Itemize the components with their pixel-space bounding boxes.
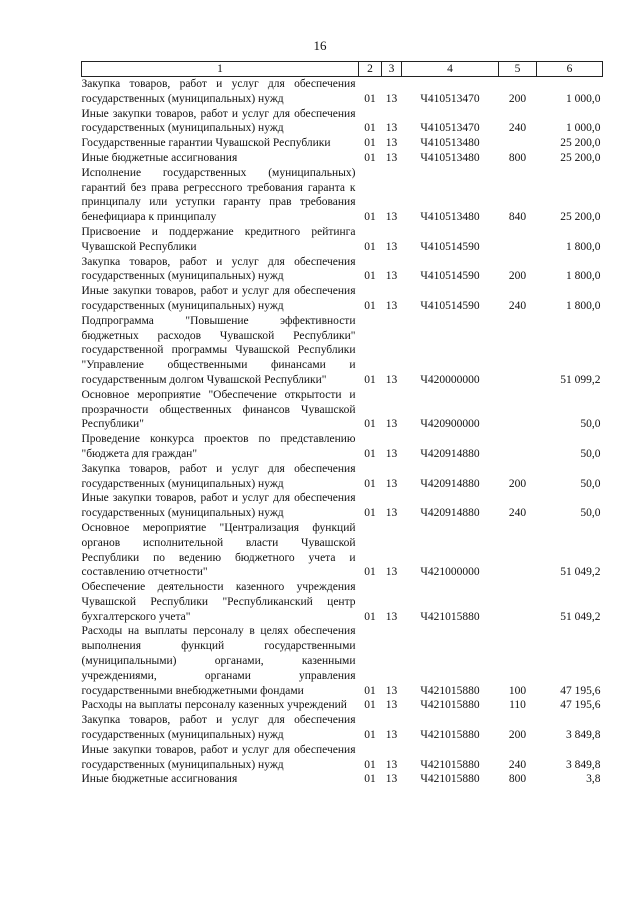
row-subsection-cell: 13: [385, 699, 398, 712]
row-subsection-cell: 13: [385, 477, 398, 490]
row-amount-cell: 25 200,0: [560, 211, 601, 224]
row-code-cell: Ч421015880: [420, 684, 480, 697]
row-expense-type-cell: 200: [508, 729, 527, 742]
row-section-cell: 01: [364, 373, 376, 386]
row-code-cell: Ч410513480: [420, 211, 480, 224]
row-code-cell: Ч410513470: [420, 92, 480, 105]
row-expense-type-cell: 840: [508, 211, 527, 224]
row-name-cell: Государственные гарантии Чувашской Республики: [81, 137, 331, 150]
row-expense-type-cell: [499, 136, 537, 151]
row-amount-cell: 1 800,0: [566, 240, 601, 253]
header-col-6: 6: [537, 62, 603, 77]
row-code-cell: Ч421015880: [420, 699, 480, 712]
row-amount-cell: 1 000,0: [566, 122, 601, 135]
row-section-cell: 01: [364, 507, 376, 520]
table-header-row: [82, 62, 603, 77]
table-row: [82, 255, 603, 285]
row-name-cell: Основное мероприятие "Централизация функций органов исполнительной власти Чувашской Республики по ведению бюджетного учета и составлению отчетности": [81, 521, 356, 579]
row-code-cell: Ч421015880: [420, 758, 480, 771]
header-col-3: 3: [382, 62, 402, 77]
row-section-cell: 01: [364, 240, 376, 253]
row-name-cell: Иные бюджетные ассигнования: [81, 773, 238, 786]
table-row: [82, 314, 603, 388]
row-section-cell: 01: [364, 758, 376, 771]
row-code-cell: Ч410514590: [420, 240, 480, 253]
row-subsection-cell: 13: [385, 773, 398, 786]
row-amount-cell: 25 200,0: [560, 151, 601, 164]
table-row: [82, 136, 603, 151]
row-name-cell: Обеспечение деятельности казенного учреждения Чувашской Республики "Республиканский центр бухгалтерского учета": [81, 581, 356, 623]
row-amount-cell: 1 800,0: [566, 270, 601, 283]
row-code-cell: Ч421015880: [420, 773, 480, 786]
table-row: [82, 462, 603, 492]
row-code-cell: Ч421015880: [420, 610, 480, 623]
row-section-cell: 01: [364, 418, 376, 431]
row-name-cell: Основное мероприятие "Обеспечение открытости и прозрачности общественных финансов Чувашской Республики": [81, 388, 356, 431]
table-row: [82, 284, 603, 314]
row-name-cell: Закупка товаров, работ и услуг для обеспечения государственных (муниципальных) нужд: [81, 714, 356, 742]
row-amount-cell: 50,0: [580, 447, 601, 460]
row-subsection-cell: 13: [385, 299, 398, 312]
row-code-cell: Ч420914880: [420, 477, 480, 490]
row-section-cell: 01: [364, 447, 376, 460]
row-name-cell: Присвоение и поддержание кредитного рейтинга Чувашской Республики: [81, 225, 356, 253]
row-name-cell: Иные закупки товаров, работ и услуг для обеспечения государственных (муниципальных) нужд: [81, 743, 356, 771]
row-name-cell: Иные закупки товаров, работ и услуг для обеспечения государственных (муниципальных) нужд: [81, 107, 356, 135]
row-amount-cell: 50,0: [580, 507, 601, 520]
row-expense-type-cell: 200: [508, 270, 527, 283]
table-row: [82, 713, 603, 743]
row-amount-cell: 47 195,6: [560, 684, 601, 697]
row-expense-type-cell: 200: [508, 92, 527, 105]
table-row: [82, 624, 603, 698]
row-amount-cell: 50,0: [580, 477, 601, 490]
row-expense-type-cell: 100: [508, 684, 527, 697]
row-section-cell: 01: [364, 566, 376, 579]
row-code-cell: Ч420914880: [420, 447, 480, 460]
row-subsection-cell: 13: [385, 610, 398, 623]
row-amount-cell: 47 195,6: [560, 699, 601, 712]
table-row: [82, 521, 603, 580]
row-amount-cell: 25 200,0: [560, 137, 601, 150]
row-section-cell: 01: [364, 684, 376, 697]
row-name-cell: Расходы на выплаты персоналу в целях обеспечения выполнения функций государственными (муниципальными) органами, казенными учреждениями, органами управления государственными внебюджетными фондами: [81, 625, 356, 697]
row-subsection-cell: 13: [385, 211, 398, 224]
budget-table: [81, 61, 603, 787]
row-name-cell: Закупка товаров, работ и услуг для обеспечения государственных (муниципальных) нужд: [81, 255, 356, 283]
row-expense-type-cell: [499, 314, 537, 388]
row-section-cell: 01: [364, 773, 376, 786]
row-subsection-cell: 13: [385, 507, 398, 520]
row-code-cell: Ч421015880: [420, 729, 480, 742]
row-subsection-cell: 13: [385, 240, 398, 253]
table-row: [82, 388, 603, 432]
table-row: [82, 432, 603, 462]
row-code-cell: Ч410513480: [420, 151, 480, 164]
row-section-cell: 01: [364, 137, 376, 150]
row-amount-cell: 3 849,8: [566, 758, 601, 771]
row-subsection-cell: 13: [385, 566, 398, 579]
row-amount-cell: 1 000,0: [566, 92, 601, 105]
header-col-1: 1: [82, 62, 359, 77]
row-expense-type-cell: 240: [508, 122, 527, 135]
row-section-cell: 01: [364, 151, 376, 164]
row-expense-type-cell: [499, 388, 537, 432]
table-row: [82, 151, 603, 166]
table-row: [82, 107, 603, 137]
table-row: [82, 77, 603, 107]
row-expense-type-cell: 800: [508, 773, 527, 786]
row-code-cell: Ч410513470: [420, 122, 480, 135]
row-code-cell: Ч410513480: [420, 137, 480, 150]
row-expense-type-cell: 800: [508, 151, 527, 164]
table-row: [82, 772, 603, 787]
row-expense-type-cell: [499, 225, 537, 255]
row-subsection-cell: 13: [385, 270, 398, 283]
row-code-cell: Ч410514590: [420, 299, 480, 312]
row-amount-cell: 51 049,2: [560, 610, 601, 623]
row-subsection-cell: 13: [385, 151, 398, 164]
row-section-cell: 01: [364, 211, 376, 224]
row-subsection-cell: 13: [385, 92, 398, 105]
row-subsection-cell: 13: [385, 729, 398, 742]
row-name-cell: Исполнение государственных (муниципальных) гарантий без права регрессного требования гаранта к принципалу или уступки гаранту прав требования бенефициара к принципалу: [81, 166, 356, 224]
row-section-cell: 01: [364, 122, 376, 135]
row-code-cell: Ч421000000: [420, 566, 480, 579]
table-row: [82, 698, 603, 713]
row-expense-type-cell: 240: [508, 299, 527, 312]
page-number: 16: [313, 38, 327, 53]
table-row: [82, 580, 603, 624]
row-subsection-cell: 13: [385, 373, 398, 386]
row-code-cell: Ч420914880: [420, 507, 480, 520]
row-expense-type-cell: [499, 521, 537, 580]
row-subsection-cell: 13: [385, 758, 398, 771]
row-expense-type-cell: 240: [508, 758, 527, 771]
row-expense-type-cell: 110: [509, 699, 526, 712]
row-subsection-cell: 13: [385, 447, 398, 460]
row-amount-cell: 51 049,2: [560, 566, 601, 579]
header-col-4: 4: [402, 62, 499, 77]
row-amount-cell: 1 800,0: [566, 299, 601, 312]
row-expense-type-cell: 200: [508, 477, 527, 490]
row-section-cell: 01: [364, 729, 376, 742]
header-col-5: 5: [499, 62, 537, 77]
row-name-cell: Иные бюджетные ассигнования: [81, 151, 238, 164]
header-col-2: 2: [359, 62, 382, 77]
row-subsection-cell: 13: [385, 122, 398, 135]
row-name-cell: Закупка товаров, работ и услуг для обеспечения государственных (муниципальных) нужд: [81, 78, 356, 105]
row-section-cell: 01: [364, 610, 376, 623]
row-amount-cell: 3 849,8: [566, 729, 601, 742]
table-row: [82, 166, 603, 225]
row-subsection-cell: 13: [385, 418, 398, 431]
row-name-cell: Иные закупки товаров, работ и услуг для обеспечения государственных (муниципальных) нужд: [81, 285, 356, 312]
row-name-cell: Подпрограмма "Повышение эффективности бюджетных расходов Чувашской Республики" государственной программы Чувашской Республики "Управление общественными финансами и государственным долгом Чувашской Республики": [81, 314, 356, 386]
row-name-cell: Проведение конкурса проектов по представлению "бюджета для граждан": [81, 433, 356, 460]
row-name-cell: Иные закупки товаров, работ и услуг для обеспечения государственных (муниципальных) нужд: [81, 492, 356, 520]
table-row: [82, 743, 603, 773]
row-name-cell: Расходы на выплаты персоналу казенных учреждений: [81, 699, 347, 712]
row-code-cell: Ч420900000: [420, 418, 480, 431]
row-expense-type-cell: [499, 432, 537, 462]
row-section-cell: 01: [364, 299, 376, 312]
row-section-cell: 01: [364, 477, 376, 490]
row-amount-cell: 50,0: [580, 418, 601, 431]
row-expense-type-cell: [499, 580, 537, 624]
row-code-cell: Ч410514590: [420, 270, 480, 283]
row-amount-cell: 3,8: [586, 773, 601, 786]
table-row: [82, 491, 603, 521]
row-section-cell: 01: [364, 699, 376, 712]
row-subsection-cell: 13: [385, 684, 398, 697]
row-section-cell: 01: [364, 270, 376, 283]
row-amount-cell: 51 099,2: [560, 373, 601, 386]
row-subsection-cell: 13: [385, 137, 398, 150]
table-row: [82, 225, 603, 255]
row-code-cell: Ч420000000: [420, 373, 480, 386]
row-name-cell: Закупка товаров, работ и услуг для обеспечения государственных (муниципальных) нужд: [81, 462, 356, 490]
row-section-cell: 01: [364, 92, 376, 105]
row-expense-type-cell: 240: [508, 507, 527, 520]
